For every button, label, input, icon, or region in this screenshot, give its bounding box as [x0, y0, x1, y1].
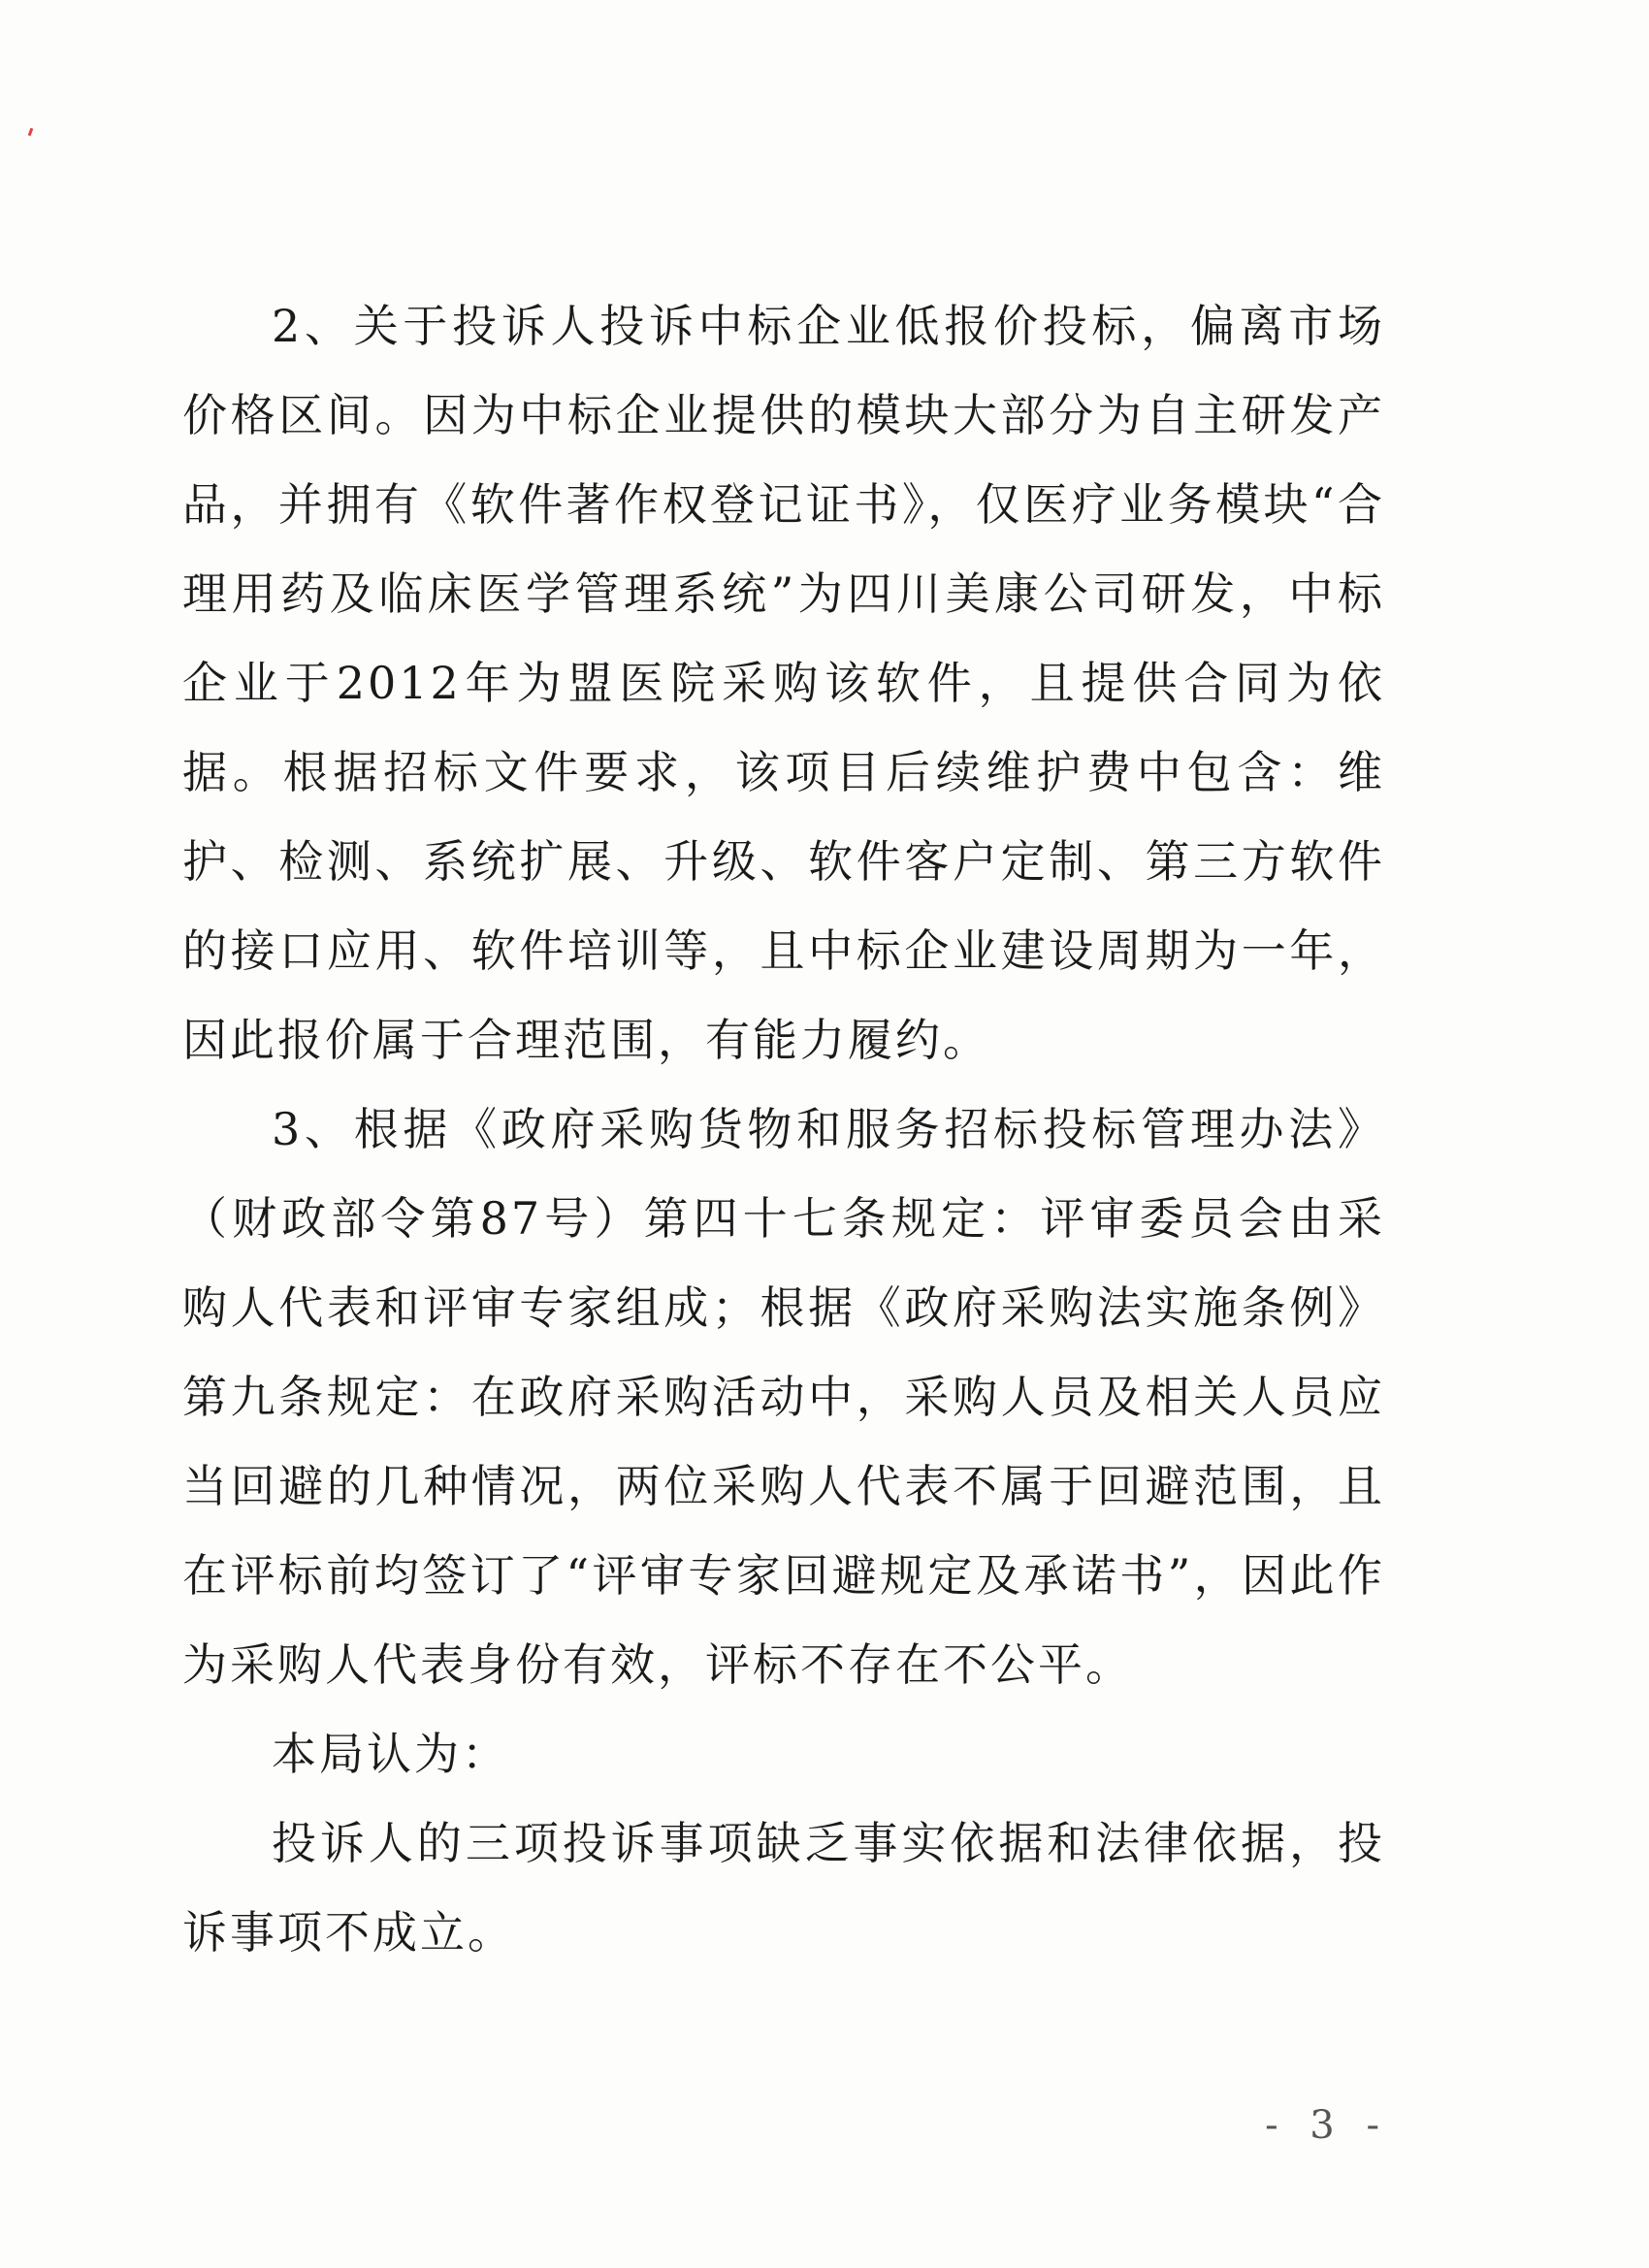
page-number: - 3 -: [1265, 2103, 1389, 2148]
paragraph-3: 3、根据《政府采购货物和服务招标投标管理办法》（财政部令第87号）第四十七条规定：评审委员会由采购人代表和评审专家组成；根据《政府采购法实施条例》第九条规定：在政府采购活动中，采购人员及相关人员应当回避的几种情况，两位采购人代表不属于回避范围，且在评标前均签订了“评审专家回避规定及承诺书”，因此作为采购人代表身份有效，评标不存在不公平。: [182, 1103, 1385, 1691]
document-body: [182, 281, 1385, 1977]
paragraph-conclusion: 投诉人的三项投诉事项缺乏事实依据和法律依据，投诉事项不成立。: [182, 1817, 1385, 1959]
paragraph-conclusion-heading: 本局认为：: [272, 1728, 509, 1780]
paragraph-2: 2、关于投诉人投诉中标企业低报价投标，偏离市场价格区间。因为中标企业提供的模块大部分为自主研发产品，并拥有《软件著作权登记证书》，仅医疗业务模块“合理用药及临床医学管理系统”为四川美康公司研发，中标企业于2012年为盟医院采购该软件，且提供合同为依据。根据招标文件要求，该项目后续维护费中包含：维护、检测、系统扩展、升级、软件客户定制、第三方软件的接口应用、软件培训等，且中标企业建设周期为一年，因此报价属于合理范围，有能力履约。: [182, 300, 1385, 1066]
scan-mark: [28, 128, 34, 137]
